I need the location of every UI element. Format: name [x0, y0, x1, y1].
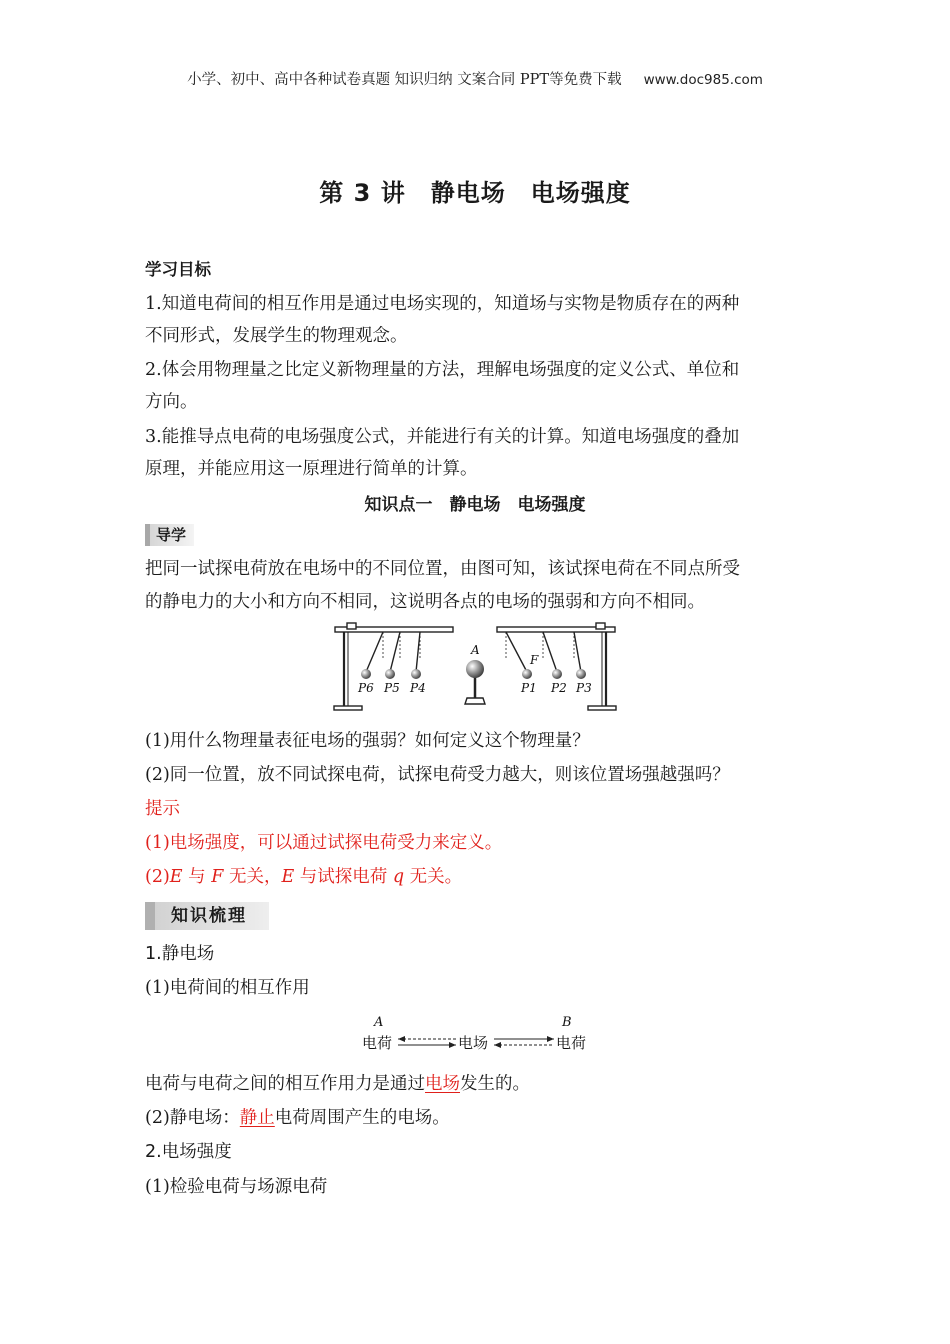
ball-p1 — [522, 669, 532, 679]
goal-1b: 不同形式，发展学生的物理观念。 — [145, 326, 408, 346]
a2-end: 无关。 — [404, 867, 463, 887]
goals-heading: 学习目标 — [145, 260, 211, 279]
label-a: A — [471, 643, 480, 657]
hint-label: 提示 — [145, 799, 180, 819]
hint-answer-2 — [145, 860, 810, 894]
goal-2b: 方向。 — [145, 392, 198, 412]
header-text: 小学、初中、高中各种试卷真题 知识归纳 文案合同 PPT等免费下载 — [187, 72, 622, 88]
a2-q: q — [392, 867, 405, 887]
diagram-label-b: B — [562, 1015, 572, 1030]
a2-e2: E — [281, 867, 295, 887]
label-p4: P4 — [410, 681, 426, 695]
ball-p6 — [361, 669, 371, 679]
question-1: (1)用什么物理量表征电场的强弱？如何定义这个物理量？ — [145, 731, 590, 751]
label-f: F — [530, 653, 539, 667]
interaction-desc — [145, 1067, 810, 1101]
a2-f: F — [211, 867, 224, 887]
guide-tag: 导学 — [145, 524, 194, 546]
label-p6: P6 — [358, 681, 374, 695]
goal-2a: 2.体会用物理量之比定义新物理量的方法，理解电场强度的定义公式、单位和 — [145, 360, 740, 380]
label-p2: P2 — [551, 681, 567, 695]
desc-post: 发生的。 — [460, 1074, 530, 1094]
header-url[interactable]: www.doc985.com — [643, 72, 763, 88]
blank-static: 静止 — [239, 1108, 275, 1128]
knowledge-tag: 知识梳理 — [145, 902, 269, 930]
guide-line-1: 把同一试探电荷放在电场中的不同位置，由图可知，该试探电荷在不同点所受 — [145, 559, 740, 579]
charge-a — [466, 660, 484, 678]
a2-mid1: 与 — [182, 867, 212, 887]
heading-static-field: 1.静电场 — [145, 944, 215, 964]
blank-field: 电场 — [425, 1074, 460, 1094]
goal-3a: 3.能推导点电荷的电场强度公式，并能进行有关的计算。知道电场强度的叠加 — [145, 427, 740, 447]
def-pre: (2)静电场： — [145, 1108, 240, 1128]
desc-pre: 电荷与电荷之间的相互作用力是通过 — [145, 1074, 425, 1094]
diagram-left: 电荷 — [362, 1034, 393, 1052]
a2-pre: (2) — [145, 867, 170, 887]
heading-field-strength: 2.电场强度 — [145, 1142, 232, 1162]
sub-test-charge: (1)检验电荷与场源电荷 — [145, 1177, 328, 1197]
label-p1: P1 — [521, 681, 537, 695]
a2-mid3: 与试探电荷 — [294, 867, 393, 887]
a2-e: E — [169, 867, 183, 887]
ball-p5 — [385, 669, 395, 679]
ball-p3 — [576, 669, 586, 679]
pendulum-figure — [330, 620, 620, 716]
diagram-label-a: A — [374, 1015, 384, 1030]
ball-p2 — [552, 669, 562, 679]
interaction-diagram — [360, 1008, 595, 1056]
section-title: 知识点一 静电场 电场强度 — [364, 495, 586, 515]
label-p5: P5 — [384, 681, 400, 695]
ball-p4 — [411, 669, 421, 679]
label-p3: P3 — [576, 681, 592, 695]
hint-answer-1: (1)电场强度，可以通过试探电荷受力来定义。 — [145, 833, 503, 853]
goal-3b: 原理，并能应用这一原理进行简单的计算。 — [145, 459, 478, 479]
guide-line-2: 的静电力的大小和方向不相同，这说明各点的电场的强弱和方向不相同。 — [145, 592, 705, 612]
a2-mid2: 无关， — [223, 867, 282, 887]
diagram-middle: 电场 — [458, 1034, 489, 1052]
question-2: (2)同一位置，放不同试探电荷，试探电荷受力越大，则该位置场强越强吗？ — [145, 765, 730, 785]
goal-1a: 1.知道电荷间的相互作用是通过电场实现的，知道场与实物是物质存在的两种 — [145, 294, 740, 314]
static-field-def — [145, 1101, 810, 1135]
sub-interaction: (1)电荷间的相互作用 — [145, 978, 310, 998]
page-header — [0, 68, 950, 89]
diagram-right: 电荷 — [556, 1034, 587, 1052]
page-title: 第 3 讲 静电场 电场强度 — [319, 179, 631, 207]
def-post: 电荷周围产生的电场。 — [274, 1108, 450, 1128]
